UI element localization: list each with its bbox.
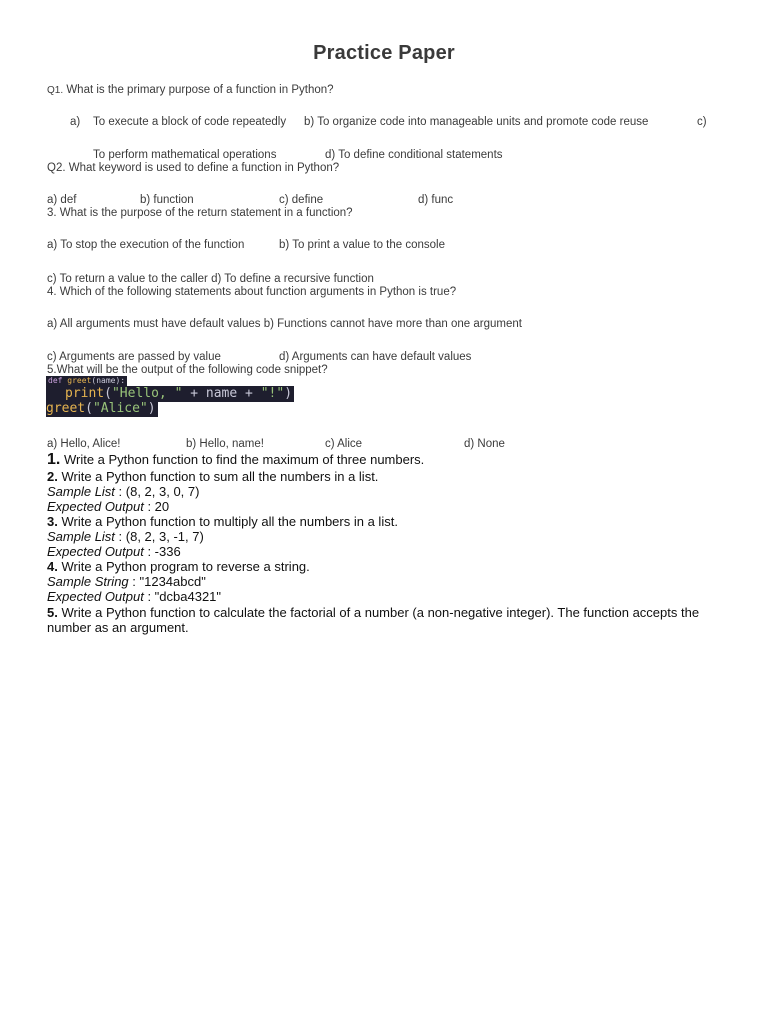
q1-option-d: d) To define conditional statements [325, 149, 503, 161]
q1-option-a-marker: a) [70, 116, 81, 128]
problem-2-sample [47, 484, 199, 499]
page-title: Practice Paper [313, 42, 455, 64]
problem-5-text: Write a Python function to calculate the factorial of a number (a non-negative integer). The function accepts the [57, 605, 700, 620]
q3-option-a: a) To stop the execution of the function [47, 239, 245, 251]
q5-option-c: c) Alice [325, 438, 363, 450]
code-paren: ( [104, 386, 112, 401]
question-1 [47, 83, 334, 98]
problem-4-sample-value: : "1234abcd" [128, 574, 206, 589]
problem-2-expected [47, 499, 169, 514]
q1-option-a: To execute a block of code repeatedly [93, 116, 287, 128]
problem-4 [47, 559, 310, 574]
problem-3-expected [47, 544, 181, 559]
question-3: 3. What is the purpose of the return statement in a function? [47, 207, 353, 219]
problem-2-number: 2. [47, 469, 58, 484]
problem-3-expected-value: : -336 [143, 544, 181, 559]
q1-option-b: b) To organize code into manageable units and promote code reuse [304, 116, 649, 128]
code-paren: ) [284, 386, 293, 401]
code-print: print [65, 386, 105, 401]
question-4: 4. Which of the following statements about function arguments in Python is true? [47, 286, 457, 298]
q4-option-c: c) Arguments are passed by value [47, 351, 221, 363]
problem-2 [47, 469, 378, 484]
q2-option-a: a) def [47, 194, 77, 206]
q5-option-b: b) Hello, name! [186, 438, 264, 450]
problem-5-number: 5. [47, 605, 58, 620]
q2-option-d: d) func [418, 194, 454, 206]
q1-option-c: To perform mathematical operations [93, 149, 277, 161]
problem-3-number: 3. [47, 514, 58, 529]
problem-1 [47, 452, 424, 467]
problem-3-expected-label: Expected Output [47, 544, 144, 559]
problem-1-number: 1. [47, 451, 61, 468]
code-call-greet: greet [46, 401, 86, 416]
problem-1-text: Write a Python function to find the maximum of three numbers. [60, 452, 425, 467]
code-paren: ( [85, 401, 93, 416]
q4-option-ab: a) All arguments must have default values b) Functions cannot have more than one argument [47, 318, 522, 330]
problem-3-sample-value: : (8, 2, 3, -1, 7) [114, 529, 204, 544]
problem-4-number: 4. [47, 559, 58, 574]
problem-3-text: Write a Python function to multiply all the numbers in a list. [57, 514, 398, 529]
q1-option-c-marker: c) [697, 116, 707, 128]
code-line-3 [46, 401, 158, 417]
problem-2-expected-value: : 20 [143, 499, 170, 514]
code-string-alice: "Alice" [92, 401, 148, 416]
q2-option-c: c) define [279, 194, 324, 206]
q4-option-d: d) Arguments can have default values [279, 351, 472, 363]
problem-4-text: Write a Python program to reverse a string. [57, 559, 310, 574]
problem-2-expected-label: Expected Output [47, 499, 144, 514]
code-keyword-def: def [48, 376, 63, 385]
question-5: 5.What will be the output of the following code snippet? [47, 364, 328, 376]
problem-2-text: Write a Python function to sum all the numbers in a list. [57, 469, 379, 484]
problem-3 [47, 514, 398, 529]
problem-5 [47, 605, 699, 620]
code-line-1 [46, 376, 127, 386]
problem-3-sample [47, 529, 204, 544]
q2-option-b: b) function [140, 194, 194, 206]
code-params: (name): [91, 376, 126, 385]
problem-3-sample-label: Sample List [47, 529, 115, 544]
code-function-name: greet [67, 376, 92, 385]
question-2: Q2. What keyword is used to define a function in Python? [47, 162, 340, 174]
problem-4-sample [47, 574, 206, 589]
code-line-2 [46, 386, 294, 402]
q5-option-d: d) None [464, 438, 505, 450]
problem-4-expected [47, 589, 221, 604]
problem-5-text-continued: number as an argument. [47, 620, 189, 635]
problem-4-expected-value: : "dcba4321" [143, 589, 222, 604]
problem-2-sample-value: : (8, 2, 3, 0, 7) [114, 484, 200, 499]
q3-option-b: b) To print a value to the console [279, 239, 446, 251]
problem-4-sample-label: Sample String [47, 574, 129, 589]
code-string-hello: "Hello, " [111, 386, 183, 401]
code-concat: + name + [182, 386, 261, 401]
q3-option-cd: c) To return a value to the caller d) To define a recursive function [47, 273, 374, 285]
question-1-prefix: Q1. [47, 85, 64, 96]
code-string-bang: "!" [260, 386, 285, 401]
problem-2-sample-label: Sample List [47, 484, 115, 499]
code-paren: ) [147, 401, 156, 416]
q5-option-a: a) Hello, Alice! [47, 438, 121, 450]
problem-4-expected-label: Expected Output [47, 589, 144, 604]
question-1-text: What is the primary purpose of a function in Python? [66, 84, 334, 96]
